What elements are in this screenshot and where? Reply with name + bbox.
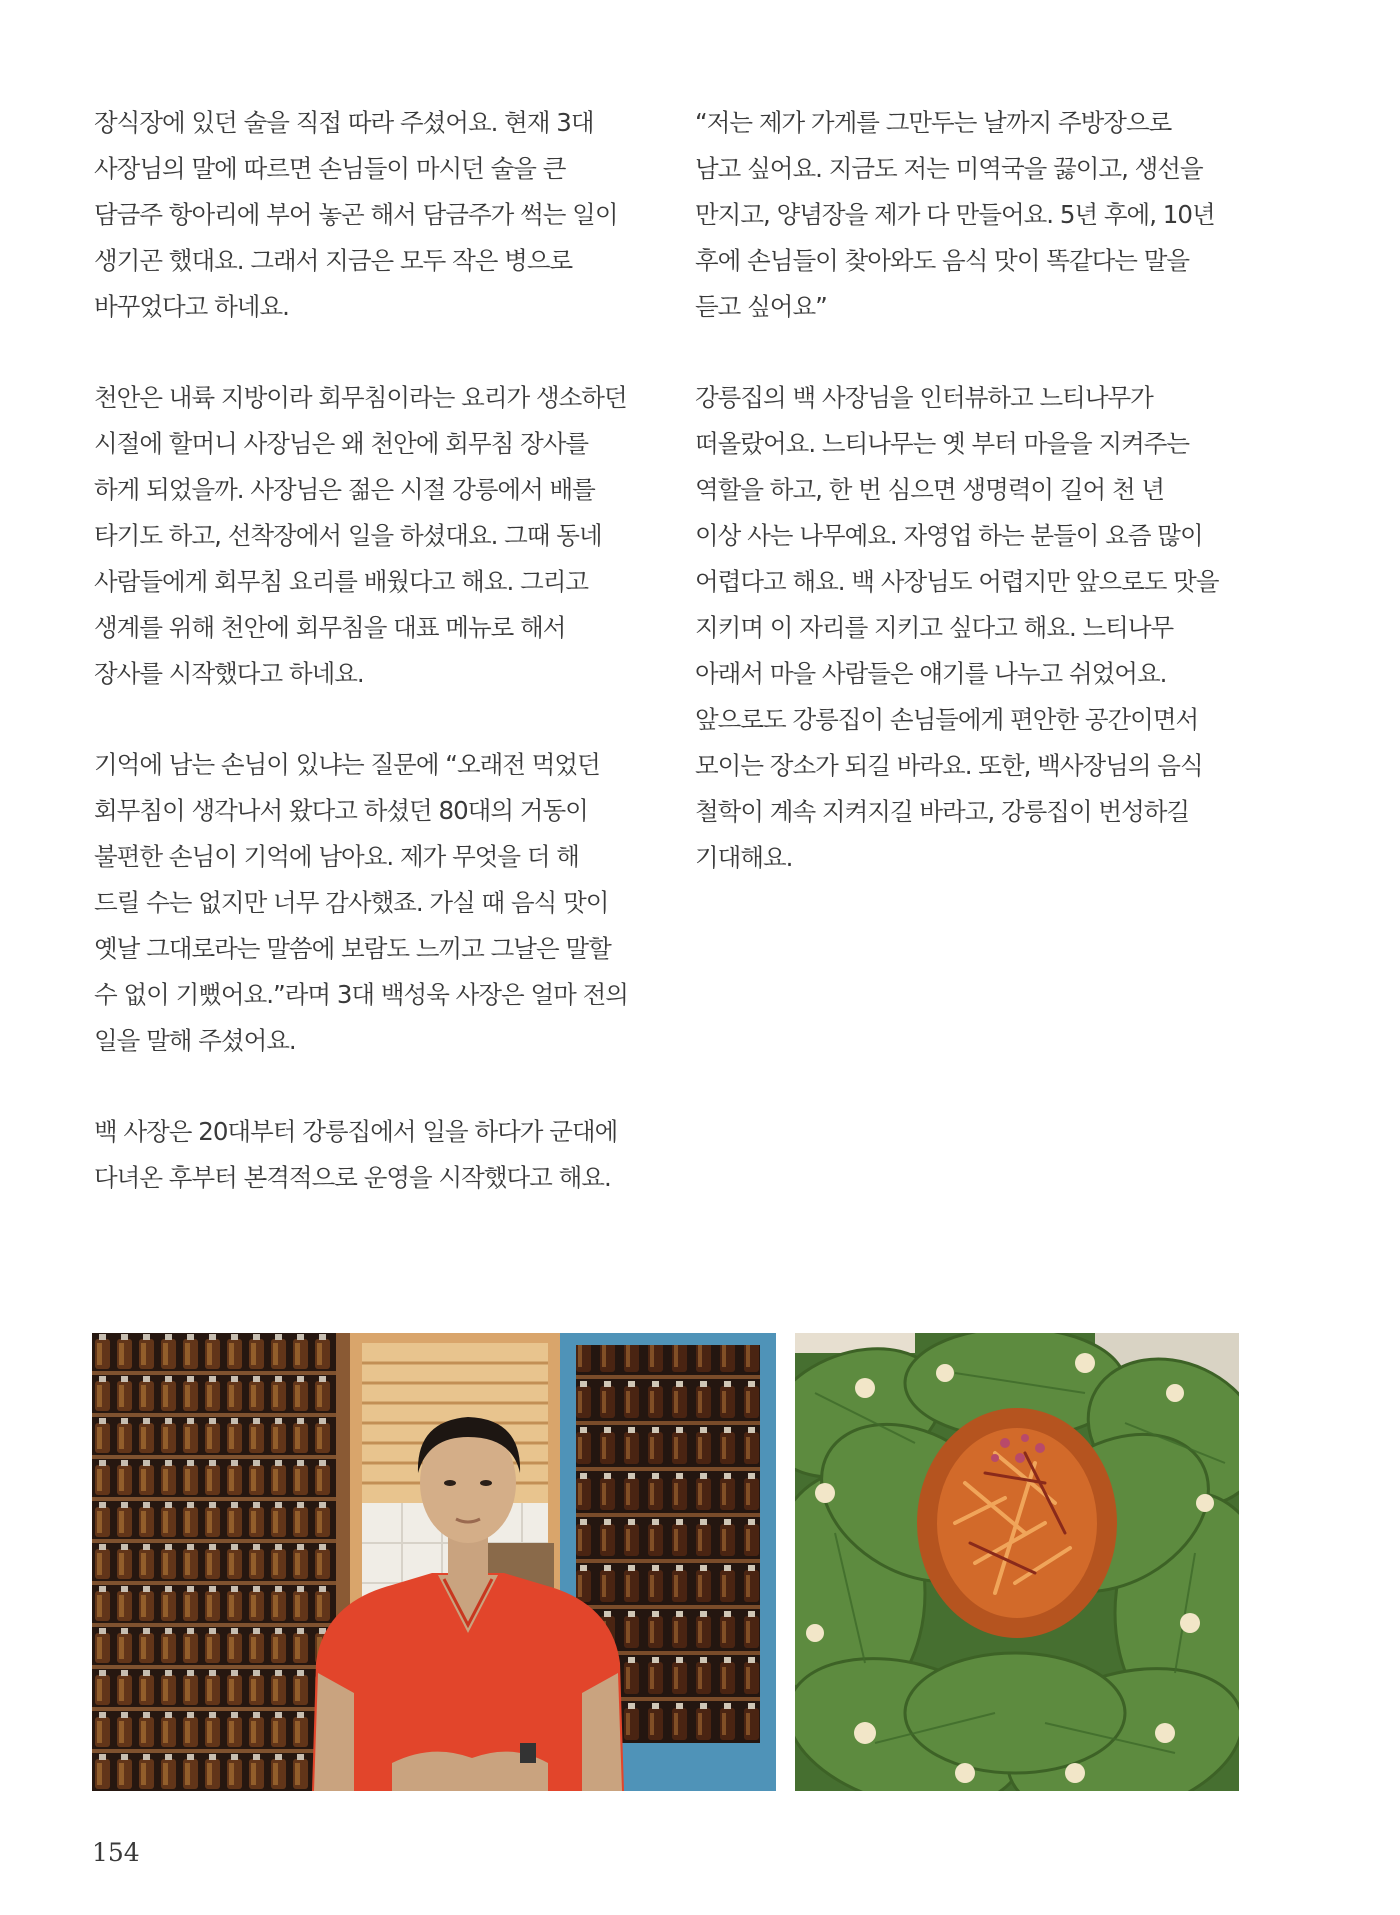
paragraph: 기억에 남는 손님이 있냐는 질문에 “오래전 먹었던 회무침이 생각나서 왔다고 하셨던 80대의 거동이 불편한 손님이 기억에 남아요. 제가 무엇을 더 해 드릴 수는 없지만 너무 감사했죠. 가실 때 음식 맛이 옛날 그대로라는 말씀에 보람도 느끼고 그날은 말할 수 없이 기뻤어요.”라며 3대 백성욱 사장은 얼마 전의 일을 말해 주셨어요. (94, 750, 628, 1055)
page-number: 154 (92, 1838, 140, 1867)
food-photo-illustration (795, 1333, 1239, 1791)
paragraph: “저는 제가 가게를 그만두는 날까지 주방장으로 남고 싶어요. 지금도 저는 미역국을 끓이고, 생선을 만지고, 양념장을 제가 다 만들어요. 5년 후에, 10년 후에 손님들이 찾아와도 음식 맛이 똑같다는 말을 듣고 싶어요” (695, 108, 1215, 321)
paragraph: 장식장에 있던 술을 직접 따라 주셨어요. 현재 3대 사장님의 말에 따르면 손님들이 마시던 술을 큰 담금주 항아리에 부어 놓곤 해서 담금주가 썩는 일이 생기곤 했대요. 그래서 지금은 모두 작은 병으로 바꾸었다고 하네요. (94, 108, 618, 321)
right-text-column (695, 100, 1255, 926)
owner-photo (92, 1333, 776, 1791)
paragraph: 백 사장은 20대부터 강릉집에서 일을 하다가 군대에 다녀온 후부터 본격적으로 운영을 시작했다고 해요. (94, 1117, 618, 1192)
owner-photo-illustration (92, 1333, 776, 1791)
paragraph: 천안은 내륙 지방이라 회무침이라는 요리가 생소하던 시절에 할머니 사장님은 왜 천안에 회무침 장사를 하게 되었을까. 사장님은 젊은 시절 강릉에서 배를 타기도 하고, 선착장에서 일을 하셨대요. 그때 동네 사람들에게 회무침 요리를 배웠다고 해요. 그리고 생계를 위해 천안에 회무침을 대표 메뉴로 해서 장사를 시작했다고 하네요. (94, 383, 627, 688)
food-photo (795, 1333, 1239, 1791)
paragraph: 강릉집의 백 사장님을 인터뷰하고 느티나무가 떠올랐어요. 느티나무는 옛 부터 마을을 지켜주는 역할을 하고, 한 번 심으면 생명력이 길어 천 년 이상 사는 나무예요. 자영업 하는 분들이 요즘 많이 어렵다고 해요. 백 사장님도 어렵지만 앞으로도 맛을 지키며 이 자리를 지키고 싶다고 해요. 느티나무 아래서 마을 사람들은 얘기를 나누고 쉬었어요. 앞으로도 강릉집이 손님들에게 편안한 공간이면서 모이는 장소가 되길 바라요. 또한, 백사장님의 음식 철학이 계속 지켜지길 바라고, 강릉집이 번성하길 기대해요. (695, 383, 1219, 872)
left-text-column (94, 100, 654, 1246)
